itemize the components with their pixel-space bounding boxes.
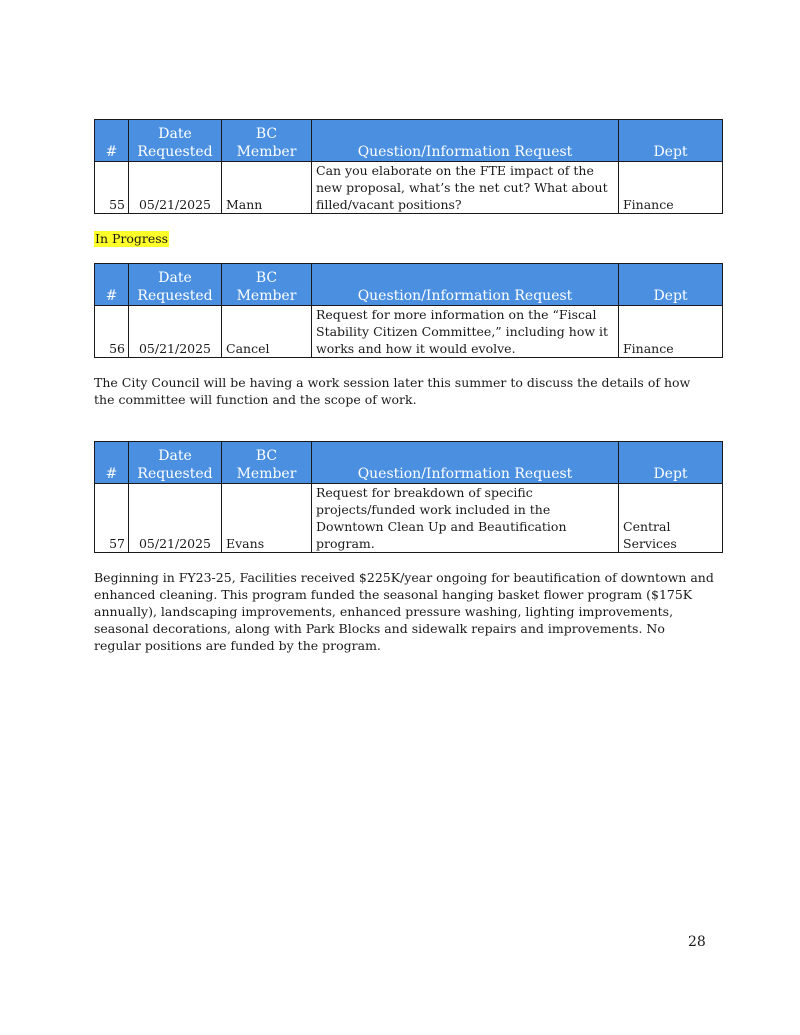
header-number: # — [95, 264, 129, 306]
header-member-line2: Member — [236, 466, 297, 482]
header-member-line2: Member — [236, 288, 297, 304]
header-date-requested — [129, 442, 222, 484]
header-number: # — [95, 442, 129, 484]
cell-dept: Finance — [619, 306, 723, 358]
header-question: Question/Information Request — [312, 264, 619, 306]
cell-dept: Central Services — [619, 484, 723, 553]
table-row — [95, 162, 723, 214]
cell-date: 05/21/2025 — [129, 162, 222, 214]
cell-member: Mann — [222, 162, 312, 214]
cell-date: 05/21/2025 — [129, 306, 222, 358]
header-question: Question/Information Request — [312, 120, 619, 162]
header-date-line2: Requested — [137, 466, 213, 482]
table-header-row — [95, 442, 723, 484]
header-member-line1: BC — [255, 126, 278, 142]
response-paragraph-56: The City Council will be having a work session later this summer to discuss the details of how the committee will function and the scope of work. — [94, 375, 691, 407]
request-table-57 — [94, 441, 723, 553]
header-date-requested — [129, 264, 222, 306]
header-date-line1: Date — [158, 270, 192, 286]
header-member-line1: BC — [255, 448, 278, 464]
cell-member: Cancel — [222, 306, 312, 358]
table-header-row — [95, 264, 723, 306]
header-date-line1: Date — [158, 126, 192, 142]
header-dept: Dept — [619, 442, 723, 484]
cell-dept: Finance — [619, 162, 723, 214]
header-member-line1: BC — [255, 270, 278, 286]
response-paragraph-57: Beginning in FY23-25, Facilities received $225K/year ongoing for beautification of downtown and enhanced cleaning. This program funded the seasonal hanging basket flower program ($175K annually), landscaping improvements, enhanced pressure washing, lighting improvements, seasonal decorations, along with Park Blocks and sidewalk repairs and improvements. No regular positions are funded by the program. — [94, 570, 714, 653]
header-bc-member — [222, 120, 312, 162]
cell-date: 05/21/2025 — [129, 484, 222, 553]
header-question: Question/Information Request — [312, 442, 619, 484]
header-date-requested — [129, 120, 222, 162]
cell-number: 55 — [95, 162, 129, 214]
header-number: # — [95, 120, 129, 162]
header-bc-member — [222, 442, 312, 484]
cell-number: 56 — [95, 306, 129, 358]
table-header-row — [95, 120, 723, 162]
header-bc-member — [222, 264, 312, 306]
table-row — [95, 484, 723, 553]
table-row — [95, 306, 723, 358]
cell-question: Request for more information on the “Fiscal Stability Citizen Committee,” including how it works and how it would evolve. — [312, 306, 619, 358]
request-table-56 — [94, 263, 723, 358]
header-date-line2: Requested — [137, 288, 213, 304]
header-dept: Dept — [619, 264, 723, 306]
header-member-line2: Member — [236, 144, 297, 160]
page-number: 28 — [688, 934, 706, 950]
request-table-55 — [94, 119, 723, 214]
status-label: In Progress — [95, 231, 169, 246]
cell-question: Can you elaborate on the FTE impact of the new proposal, what’s the net cut? What about filled/vacant positions? — [312, 162, 619, 214]
cell-number: 57 — [95, 484, 129, 553]
header-date-line2: Requested — [137, 144, 213, 160]
header-dept: Dept — [619, 120, 723, 162]
cell-question: Request for breakdown of specific projects/funded work included in the Downtown Clean Up and Beautification program. — [312, 484, 619, 553]
header-date-line1: Date — [158, 448, 192, 464]
cell-member: Evans — [222, 484, 312, 553]
